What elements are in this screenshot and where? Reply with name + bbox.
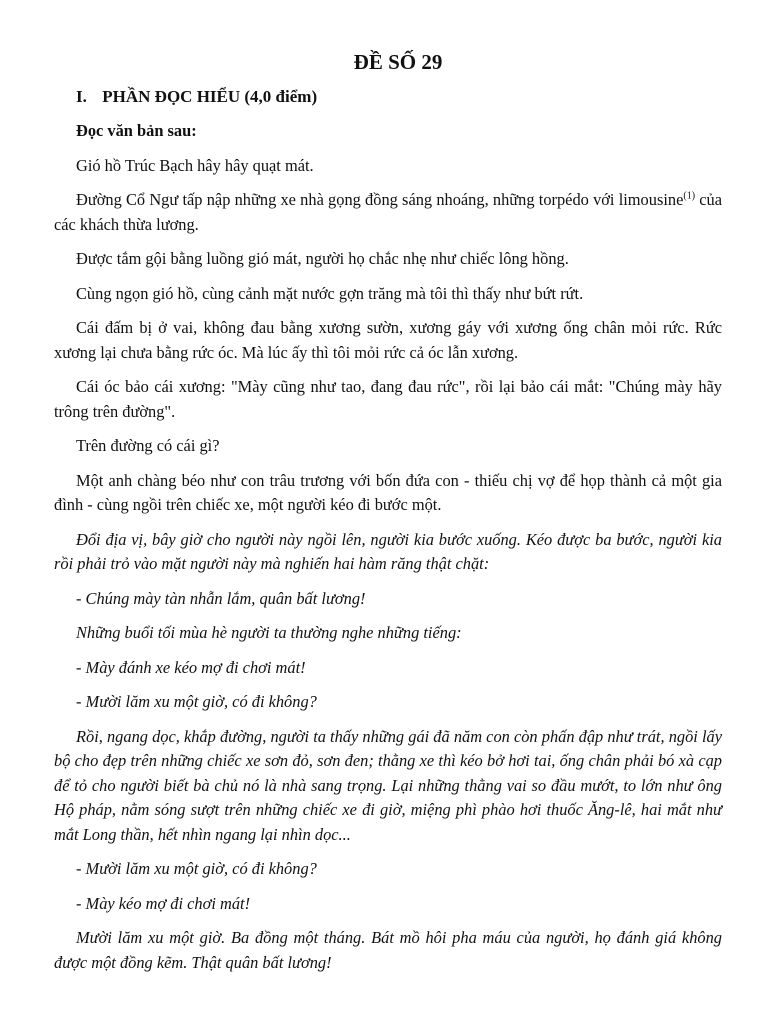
paragraph-14: Rồi, ngang dọc, khắp đường, người ta thấy những gái đã năm con còn phấn đập như trát, ngồi lấy bộ cho đẹp trên những chiếc xe sơn đỏ, sơn đen; thằng xe thì kéo bở hơi tai, ống chân phải bó xà cạp để tỏ cho người biết bà chủ nó là nhà sang trọng. Lại những thằng vai so đầu mướt, to lớn như ông Hộ pháp, nằm sóng sượt trên những chiếc xe đi giờ, miệng phì phào hơi thuốc Ăng-lê, hai mắt như mắt Long thần, hết nhìn ngang lại nhìn dọc... — [54, 726, 722, 844]
paragraph-2 — [54, 188, 722, 237]
paragraph-3: Được tắm gội bằng luồng gió mát, người họ chắc nhẹ như chiếc lông hồng. — [76, 249, 569, 268]
footnote-marker: (1) — [683, 190, 696, 202]
paragraph-4: Cùng ngọn gió hồ, cùng cảnh mặt nước gợn trăng mà tôi thì thấy như bứt rứt. — [76, 283, 584, 303]
paragraph-6: Cái óc bảo cái xương: "Mày cũng như tao, đang đau rức", rồi lại bảo cái mắt: "Chúng mày hãy trông trên đường". — [54, 377, 722, 421]
instruction: Đọc văn bản sau: — [76, 121, 197, 140]
paragraph-9: Đổi địa vị, bây giờ cho người này ngồi lên, người kia bước xuống. Kéo được ba bước, người kia rồi phải trỏ vào mặt người này mà nghiến hai hàm răng thật chặt: — [54, 529, 722, 573]
paragraph-2-tail: của các khách thừa lương. — [54, 190, 722, 234]
paragraph-8: Một anh chàng béo như con trâu trương với bốn đứa con - thiếu chị vợ để họp thành cả một gia đình - cùng ngồi trên chiếc xe, một người kéo đi bước một. — [54, 470, 722, 514]
paragraph-15: - Mười lăm xu một giờ, có đi không? — [76, 859, 317, 878]
paragraph-17: Mười lăm xu một giờ. Ba đồng một tháng. Bát mồ hôi pha máu của người, họ đánh giá không được một đồng kẽm. Thật quân bất lương! — [54, 928, 722, 972]
section-heading — [76, 87, 722, 107]
paragraph-5: Cái đấm bị ở vai, không đau bằng xương sườn, xương gáy với xương ống chân mỏi rức. Rức xương lại chưa bằng rức óc. Mà lúc ấy thì tôi mỏi rức cả óc lẫn xương. — [54, 318, 722, 362]
section-number: I. — [76, 87, 87, 106]
paragraph-11: Những buổi tối mùa hè người ta thường nghe những tiếng: — [76, 623, 462, 642]
section-title: PHẦN ĐỌC HIỂU (4,0 điểm) — [102, 87, 318, 106]
paragraph-1: Gió hồ Trúc Bạch hây hây quạt mát. — [76, 155, 314, 175]
paragraph-13: - Mười lăm xu một giờ, có đi không? — [76, 692, 317, 711]
paragraph-16: - Mày kéo mợ đi chơi mát! — [76, 893, 251, 913]
paragraph-2-text: Đường Cổ Ngư tấp nập những xe nhà gọng đồng sáng nhoáng, những torpédo với limousine — [76, 190, 684, 209]
paragraph-10: - Chúng mày tàn nhẫn lắm, quân bất lương! — [76, 588, 366, 608]
paragraph-12: - Mày đánh xe kéo mợ đi chơi mát! — [76, 657, 306, 677]
paragraph-7: Trên đường có cái gì? — [76, 436, 220, 455]
page-title: ĐỀ SỐ 29 — [353, 50, 443, 74]
